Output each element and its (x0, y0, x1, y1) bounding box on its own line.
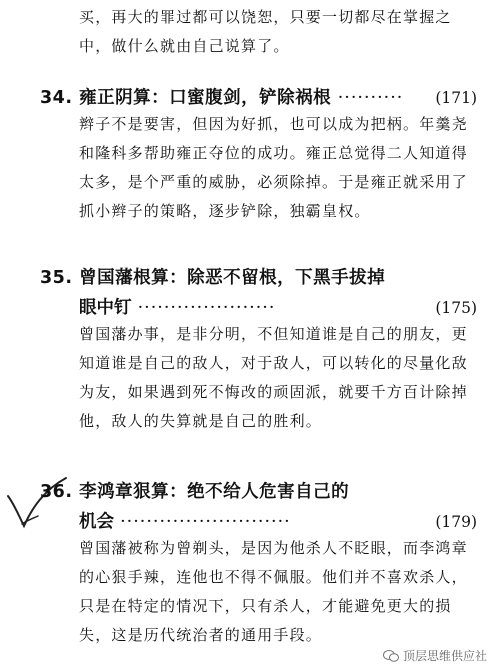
leader-dots: ····················· (137, 298, 276, 318)
section-34-title-row (40, 86, 403, 110)
section-36-title-line2 (79, 510, 291, 534)
section-36-title-row (40, 480, 349, 504)
section-title-continued: 机会 (79, 512, 114, 532)
section-title: 李鸿章狠算：绝不给人危害自己的 (79, 482, 350, 502)
section-title-continued: 眼中钉 (79, 298, 132, 318)
section-34-page-number: (171) (435, 89, 477, 107)
section-35-body: 曾国藩办事，是非分明，不但知道谁是自己的朋友，更知道谁是自己的敌人，对于敌人，可以转化的尽量化敌为友，如果遇到死不悔改的顽固派，就要千方百计除掉他，敌人的失算就是自己的胜利。 (79, 325, 468, 430)
section-title: 曾国藩根算：除恶不留根，下黑手拔掉 (79, 268, 386, 288)
section-title: 雍正阴算：口蜜腹剑，铲除祸根 (79, 88, 332, 108)
watermark (383, 647, 487, 664)
section-36-body: 曾国藩被称为曾剃头，是因为他杀人不眨眼，而李鸿章的心狠手辣，连他也不得不佩服。他们并不喜欢杀人，只是在特定的情况下，只有杀人，才能避免更大的损失，这是历代统治者的通用手段。 (79, 539, 468, 644)
section-number: 35. (40, 268, 73, 288)
leader-dots: ·························· (120, 512, 291, 532)
intro-paragraph: 买，再大的罪过都可以饶恕，只要一切都尽在掌握之中，做什么就由自己说算了。 (79, 8, 452, 55)
section-35-title-line2 (79, 296, 275, 320)
section-35-title-row (40, 266, 385, 290)
section-34-body: 辫子不是要害，但因为好抓，也可以成为把柄。年羹尧和隆科多帮助雍正夺位的成功。雍正总觉得二人知道得太多，是个严重的威胁，必须除掉。于是雍正就采用了抓小辫子的策略，逐步铲除，独霸皇权。 (79, 115, 468, 220)
section-number: 36. (40, 482, 73, 502)
leader-dots: ·········· (337, 88, 404, 108)
section-35-page-number: (175) (435, 299, 477, 317)
section-number: 34. (40, 88, 73, 108)
wechat-icon (383, 650, 399, 662)
watermark-text: 顶层思维供应社 (402, 649, 487, 663)
section-36-page-number: (179) (435, 513, 477, 531)
